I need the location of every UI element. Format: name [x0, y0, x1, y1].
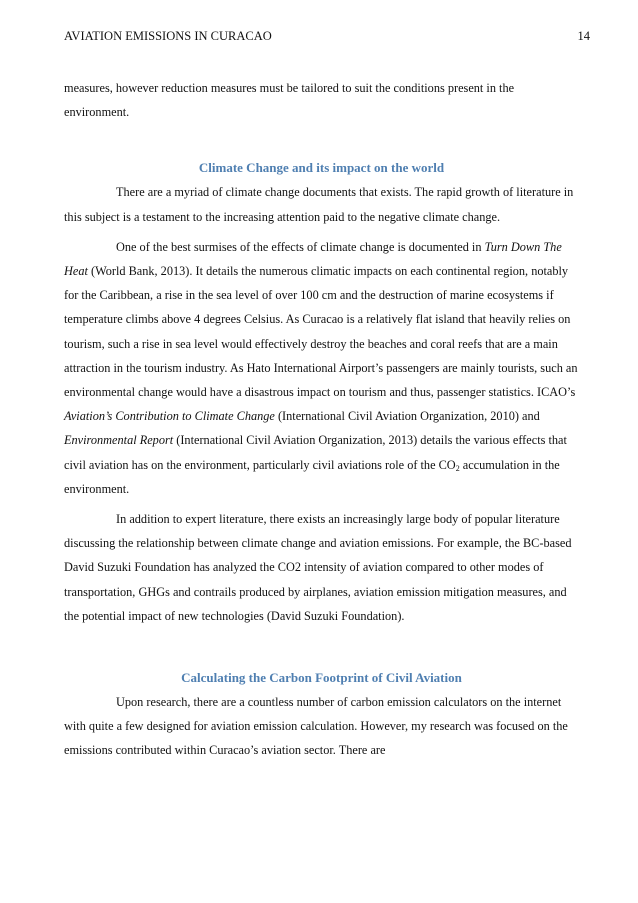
text-run: (International Civil Aviation Organization, 2010) and [274, 409, 540, 424]
citation-title-environmental-report: Environmental Report [64, 433, 174, 448]
paragraph-emission-calculators: Upon research, there are a countless number of carbon emission calculators on the internet with quite a few designed for aviation emission calculation. However, my research was focused on the emissions contributed within Curacao’s aviation sector. There are [64, 695, 568, 758]
text-run: (World Bank, 2013). It details the numerous climatic impacts on each continental region, notably for the Caribbean, a rise in the sea level of over 100 cm and the destruction of marine ecosystems if temperature climbs above 4 degrees Celsius. As Curacao is a relatively flat island that heavily relies on tourism, such a rise in sea level would effectively destroy the beaches and coral reefs that are a main attraction in the tourism industry. As Hato International Airport’s passengers are mainly tourists, such an environmental change would have a disastrous impact on tourism and thus, passenger statistics. ICAO’s [64, 264, 578, 400]
citation-title-turn-down-the-heat: Turn Down The Heat [64, 239, 562, 279]
text-run: (International Civil Aviation Organization, 2013) details the various effects that civil aviation has on the environment, particularly civil aviations role of the CO [64, 433, 567, 472]
subscript-2: 2 [455, 463, 460, 473]
text-run: One of the best surmises of the effects of climate change is documented in [116, 239, 485, 254]
page-number: 14 [577, 29, 590, 43]
running-title: AVIATION EMISSIONS IN CURACAO [64, 29, 272, 43]
paragraph-turn-down-the-heat [64, 235, 579, 501]
paragraph-climate-docs: There are a myriad of climate change documents that exists. The rapid growth of literature in this subject is a testament to the increasing attention paid to the negative climate change. [64, 185, 574, 224]
paragraph-popular-literature: In addition to expert literature, there exists an increasingly large body of popular literature discussing the relationship between climate change and aviation emissions. For example, the BC-based David Suzuki Foundation has analyzed the CO2 intensity of aviation compared to other modes of transportation, GHGs and contrails produced by airplanes, aviation emission mitigation measures, and the potential impact of new technologies (David Suzuki Foundation). [64, 512, 572, 623]
section-heading-carbon-footprint: Calculating the Carbon Footprint of Civil Aviation [181, 670, 462, 686]
paragraph-continuation: measures, however reduction measures must be tailored to suit the conditions present in the environment. [64, 81, 515, 120]
document-body [64, 76, 579, 763]
running-head [64, 28, 590, 44]
text-run: accumulation in the environment. [64, 457, 560, 496]
citation-title-aviations-contribution: Aviation’s Contribution to Climate Change [64, 409, 275, 424]
section-heading-climate-change: Climate Change and its impact on the world [198, 160, 445, 176]
